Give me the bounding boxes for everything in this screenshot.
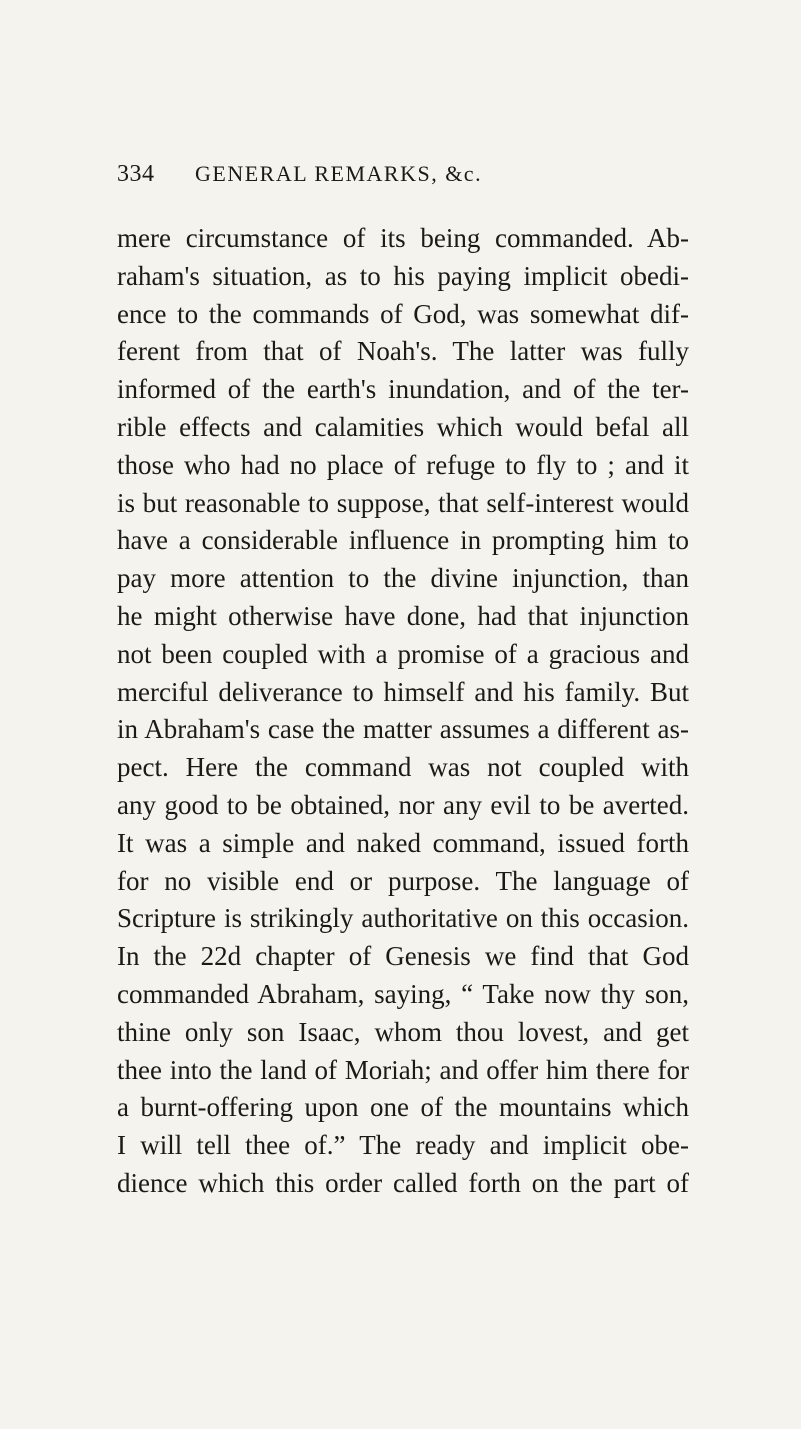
text-line: have a considerable influence in prompting him to	[117, 525, 689, 556]
text-line: in Abraham's case the matter assumes a different as-	[117, 714, 689, 745]
text-line: for no visible end or purpose. The language of	[117, 865, 689, 896]
text-line: Scripture is strikingly authoritative on this occasion.	[117, 903, 689, 934]
text-line: rible effects and calamities which would befal all	[117, 411, 689, 442]
text-line: is but reasonable to suppose, that self-interest would	[117, 487, 689, 518]
text-line: In the 22d chapter of Genesis we find that God	[117, 941, 689, 972]
text-line: not been coupled with a promise of a gracious and	[117, 638, 689, 669]
text-line: ferent from that of Noah's. The latter was fully	[117, 336, 689, 367]
page-header	[0, 158, 801, 194]
text-line: informed of the earth's inundation, and of the ter-	[117, 374, 689, 405]
body-text	[117, 220, 689, 1203]
text-line: he might otherwise have done, had that injunction	[117, 600, 689, 631]
text-line: raham's situation, as to his paying implicit obedi-	[117, 260, 689, 291]
text-line: mere circumstance of its being commanded. Ab-	[117, 223, 689, 253]
text-line: thee into the land of Moriah; and offer him there for	[117, 1054, 689, 1085]
running-head: GENERAL REMARKS, &c.	[195, 161, 483, 186]
text-line: commanded Abraham, saying, “ Take now thy son,	[117, 978, 689, 1009]
text-line: It was a simple and naked command, issued forth	[117, 827, 689, 858]
text-line: ence to the commands of God, was somewhat dif-	[117, 298, 689, 329]
text-line: a burnt-offering upon one of the mountains which	[117, 1092, 689, 1123]
text-line: merciful deliverance to himself and his family. But	[117, 676, 689, 707]
text-line: thine only son Isaac, whom thou lovest, and get	[117, 1016, 689, 1047]
text-line: pay more attention to the divine injunction, than	[117, 563, 689, 594]
text-line: dience which this order called forth on the part of	[117, 1167, 689, 1198]
text-line: any good to be obtained, nor any evil to be averted.	[117, 789, 689, 820]
text-line: pect. Here the command was not coupled with	[117, 752, 689, 783]
text-line: those who had no place of refuge to fly to ; and it	[117, 449, 689, 480]
text-line: I will tell thee of.” The ready and implicit obe-	[117, 1130, 689, 1161]
page-number: 334	[117, 161, 155, 187]
